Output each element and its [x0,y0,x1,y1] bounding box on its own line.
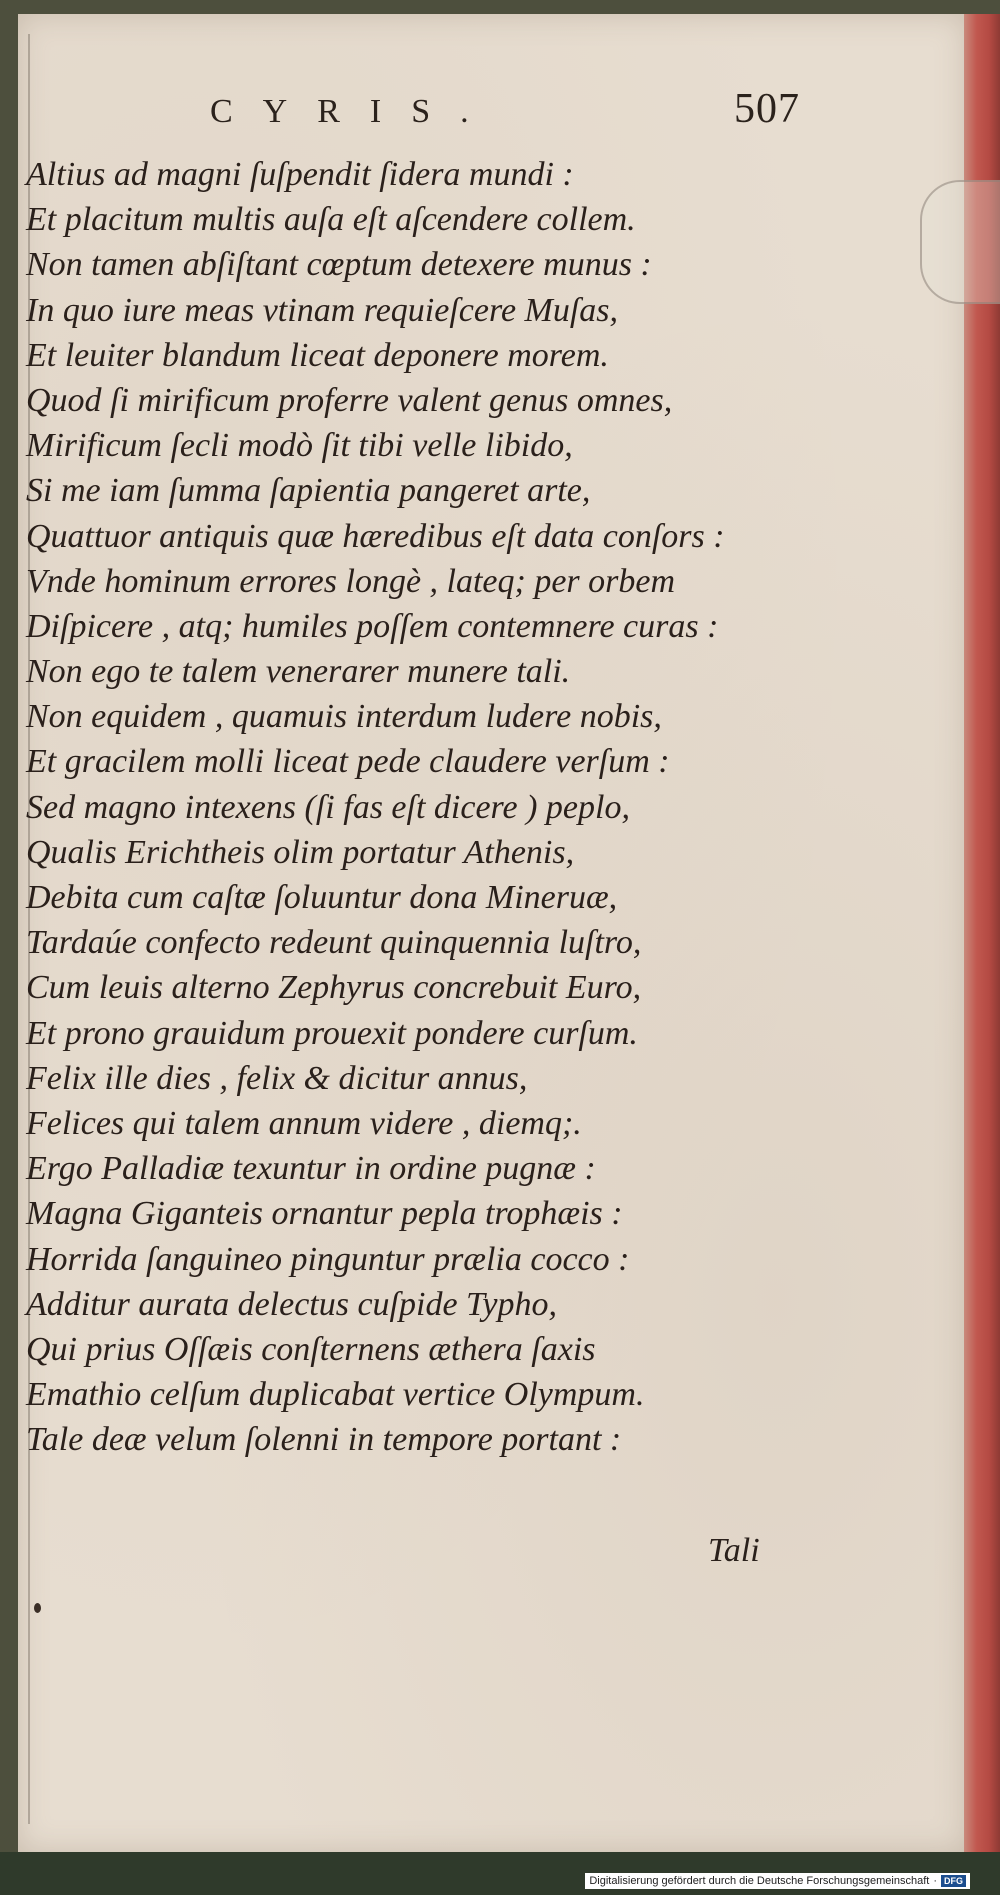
dfg-logo: DFG [941,1875,966,1887]
verse-line: In quo iure meas vtinam requieſcere Muſas, [26,291,619,329]
verse-line: Et placitum multis auſa eſt aſcendere collem. [26,201,636,239]
page-clip [920,180,1000,304]
verse-line: Et prono grauidum prouexit pondere curſum. [26,1014,638,1052]
verse-line: Et leuiter blandum liceat deponere morem. [26,336,609,374]
verse-line: Qui prius Oſſæis conſternens æthera ſaxis [26,1330,596,1368]
verse-line: Non ego te talem venerarer munere tali. [26,653,571,691]
verse-line: Altius ad magni ſuſpendit ſidera mundi : [26,156,574,193]
verse-line: Mirificum ſecli modò ſit tibi velle libido, [26,427,573,465]
verse-line: Additur aurata delectus cuſpide Typho, [26,1285,558,1323]
footer-bar [0,1852,1000,1895]
digitization-credit: Digitalisierung gefördert durch die Deutsche Forschungsgemeinschaft · DFG [585,1873,970,1889]
verse-line: Horrida ſanguineo pinguntur prælia cocco : [26,1240,630,1278]
ink-dot [34,1603,41,1613]
verse-line: Qualis Erichtheis olim portatur Athenis, [26,833,575,871]
verse-line: Et gracilem molli liceat pede claudere verſum : [26,743,670,781]
credit-text: Digitalisierung gefördert durch die Deutsche Forschungsgemeinschaft [589,1875,930,1887]
verse-line: Ergo Palladiæ texuntur in ordine pugnæ : [26,1150,596,1188]
verse-line: Non tamen abſiſtant cœptum detexere munus : [26,246,652,284]
verse-line: Tardaúe confecto redeunt quinquennia luſtro, [26,924,642,962]
verse-line: Felices qui talem annum videre , diemq;. [26,1104,582,1142]
verse-line: Sed magno intexens (ſi fas eſt dicere ) peplo, [26,788,630,826]
verse-line: Cum leuis alterno Zephyrus concrebuit Euro, [26,969,642,1007]
verse-list [26,152,806,1462]
verse-line: Diſpicere , atq; humiles poſſem contemnere curas : [26,607,719,645]
verse-line: Tale deæ velum ſolenni in tempore portant : [26,1421,622,1459]
verse-line: Si me iam ſumma ſapientia pangeret arte, [26,472,591,510]
page-number: 507 [734,86,800,132]
verse-line: Debita cum caſtæ ſoluuntur dona Mineruæ, [26,879,618,916]
verse-line: Non equidem , quamuis interdum ludere nobis, [26,698,662,736]
verse-line: Vnde hominum errores longè , lateq; per orbem [26,562,676,600]
verse-line: Emathio celſum duplicabat vertice Olympum. [26,1376,645,1414]
verse-line: Quod ſi mirificum proferre valent genus omnes, [26,381,673,419]
catchword: Tali [708,1532,760,1569]
verse-line: Felix ille dies , felix & dicitur annus, [26,1059,528,1097]
running-head: CYRIS. [210,93,499,130]
verse-line: Quattuor antiquis quæ hæredibus eſt data conſors : [26,517,725,555]
verse-line: Magna Giganteis ornantur pepla trophæis : [26,1195,623,1233]
page-header [210,85,800,133]
